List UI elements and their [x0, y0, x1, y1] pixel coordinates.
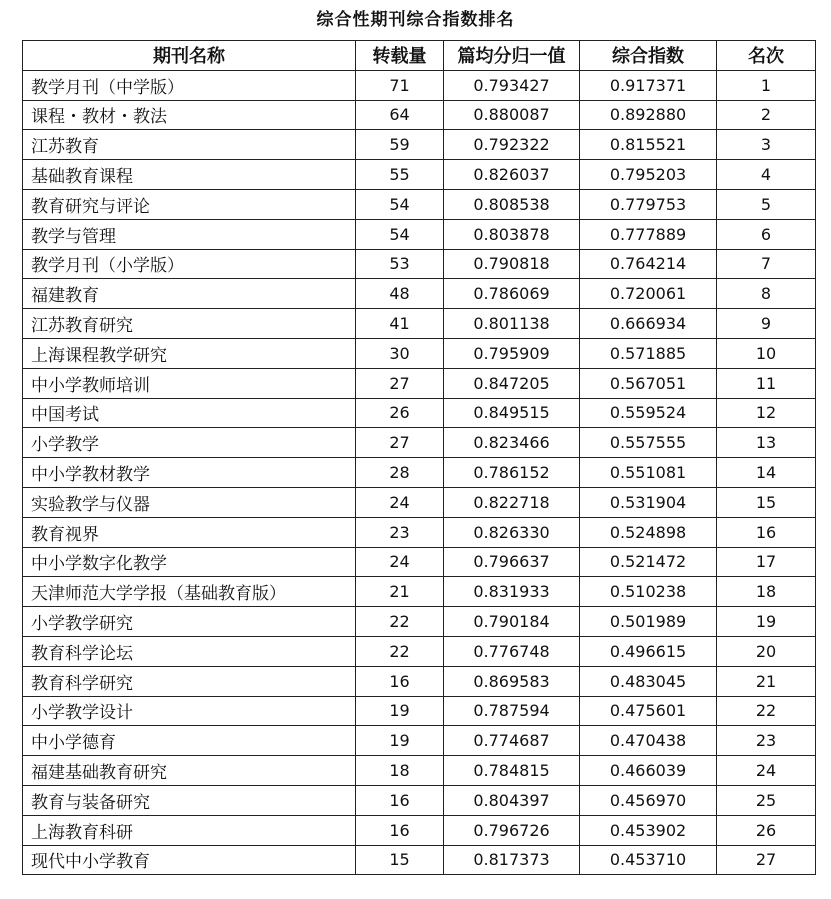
rank-cell: 9 [717, 309, 816, 339]
table-row [23, 309, 816, 339]
composite-index-cell: 0.764214 [580, 249, 717, 279]
rank-cell: 24 [717, 756, 816, 786]
reprint-count-cell: 71 [356, 70, 444, 100]
composite-index-cell: 0.531904 [580, 487, 717, 517]
header-reprint-count: 转载量 [356, 41, 444, 71]
composite-index-cell: 0.892880 [580, 100, 717, 130]
table-row [23, 219, 816, 249]
composite-index-cell: 0.456970 [580, 785, 717, 815]
journal-name-cell: 教育研究与评论 [23, 189, 356, 219]
composite-index-cell: 0.720061 [580, 279, 717, 309]
normalized-average-cell: 0.880087 [444, 100, 580, 130]
journal-name-cell: 中小学数字化教学 [23, 547, 356, 577]
reprint-count-cell: 16 [356, 785, 444, 815]
rank-cell: 20 [717, 636, 816, 666]
normalized-average-cell: 0.831933 [444, 577, 580, 607]
table-row [23, 70, 816, 100]
normalized-average-cell: 0.826037 [444, 160, 580, 190]
journal-name-cell: 教育科学论坛 [23, 636, 356, 666]
composite-index-cell: 0.510238 [580, 577, 717, 607]
table-row [23, 756, 816, 786]
composite-index-cell: 0.777889 [580, 219, 717, 249]
table-row [23, 249, 816, 279]
rank-cell: 15 [717, 487, 816, 517]
table-row [23, 785, 816, 815]
reprint-count-cell: 26 [356, 398, 444, 428]
normalized-average-cell: 0.787594 [444, 696, 580, 726]
rank-cell: 3 [717, 130, 816, 160]
reprint-count-cell: 22 [356, 607, 444, 637]
page-title: 综合性期刊综合指数排名 [316, 10, 515, 30]
reprint-count-cell: 27 [356, 368, 444, 398]
table-row [23, 666, 816, 696]
normalized-average-cell: 0.803878 [444, 219, 580, 249]
table-row [23, 368, 816, 398]
table-row [23, 398, 816, 428]
journal-name-cell: 小学教学设计 [23, 696, 356, 726]
rank-cell: 2 [717, 100, 816, 130]
normalized-average-cell: 0.804397 [444, 785, 580, 815]
reprint-count-cell: 19 [356, 696, 444, 726]
journal-name-cell: 上海教育科研 [23, 815, 356, 845]
composite-index-cell: 0.475601 [580, 696, 717, 726]
normalized-average-cell: 0.784815 [444, 756, 580, 786]
rank-cell: 27 [717, 845, 816, 875]
rank-cell: 17 [717, 547, 816, 577]
rank-cell: 12 [717, 398, 816, 428]
reprint-count-cell: 27 [356, 428, 444, 458]
composite-index-cell: 0.551081 [580, 458, 717, 488]
normalized-average-cell: 0.774687 [444, 726, 580, 756]
table-row [23, 607, 816, 637]
reprint-count-cell: 55 [356, 160, 444, 190]
normalized-average-cell: 0.796726 [444, 815, 580, 845]
rank-cell: 11 [717, 368, 816, 398]
journal-name-cell: 基础教育课程 [23, 160, 356, 190]
table-row [23, 279, 816, 309]
rank-cell: 7 [717, 249, 816, 279]
rank-cell: 18 [717, 577, 816, 607]
composite-index-cell: 0.815521 [580, 130, 717, 160]
normalized-average-cell: 0.793427 [444, 70, 580, 100]
journal-name-cell: 上海课程教学研究 [23, 338, 356, 368]
reprint-count-cell: 19 [356, 726, 444, 756]
reprint-count-cell: 59 [356, 130, 444, 160]
reprint-count-cell: 53 [356, 249, 444, 279]
journal-name-cell: 现代中小学教育 [23, 845, 356, 875]
table-row [23, 338, 816, 368]
composite-index-cell: 0.453710 [580, 845, 717, 875]
reprint-count-cell: 54 [356, 219, 444, 249]
reprint-count-cell: 64 [356, 100, 444, 130]
normalized-average-cell: 0.801138 [444, 309, 580, 339]
composite-index-cell: 0.779753 [580, 189, 717, 219]
rank-cell: 1 [717, 70, 816, 100]
composite-index-cell: 0.470438 [580, 726, 717, 756]
rank-cell: 19 [717, 607, 816, 637]
reprint-count-cell: 30 [356, 338, 444, 368]
normalized-average-cell: 0.786069 [444, 279, 580, 309]
reprint-count-cell: 22 [356, 636, 444, 666]
rank-cell: 13 [717, 428, 816, 458]
header-normalized-average: 篇均分归一值 [444, 41, 580, 71]
rank-cell: 25 [717, 785, 816, 815]
journal-name-cell: 小学教学 [23, 428, 356, 458]
header-composite-index: 综合指数 [580, 41, 717, 71]
rank-cell: 22 [717, 696, 816, 726]
rank-cell: 23 [717, 726, 816, 756]
reprint-count-cell: 54 [356, 189, 444, 219]
journal-name-cell: 福建教育 [23, 279, 356, 309]
journal-name-cell: 课程・教材・教法 [23, 100, 356, 130]
journal-name-cell: 实验教学与仪器 [23, 487, 356, 517]
normalized-average-cell: 0.776748 [444, 636, 580, 666]
reprint-count-cell: 15 [356, 845, 444, 875]
table-header-row [23, 41, 816, 71]
rank-cell: 5 [717, 189, 816, 219]
rank-cell: 8 [717, 279, 816, 309]
journal-name-cell: 小学教学研究 [23, 607, 356, 637]
table-row [23, 130, 816, 160]
table-row [23, 487, 816, 517]
header-rank: 名次 [717, 41, 816, 71]
composite-index-cell: 0.501989 [580, 607, 717, 637]
normalized-average-cell: 0.786152 [444, 458, 580, 488]
journal-name-cell: 中小学教师培训 [23, 368, 356, 398]
reprint-count-cell: 23 [356, 517, 444, 547]
reprint-count-cell: 16 [356, 815, 444, 845]
table-row [23, 636, 816, 666]
composite-index-cell: 0.453902 [580, 815, 717, 845]
rank-cell: 14 [717, 458, 816, 488]
normalized-average-cell: 0.808538 [444, 189, 580, 219]
table-row [23, 577, 816, 607]
journal-name-cell: 教育科学研究 [23, 666, 356, 696]
table-row [23, 458, 816, 488]
composite-index-cell: 0.466039 [580, 756, 717, 786]
journal-name-cell: 江苏教育研究 [23, 309, 356, 339]
rank-cell: 26 [717, 815, 816, 845]
table-row [23, 815, 816, 845]
table-row [23, 517, 816, 547]
normalized-average-cell: 0.790184 [444, 607, 580, 637]
normalized-average-cell: 0.795909 [444, 338, 580, 368]
composite-index-cell: 0.524898 [580, 517, 717, 547]
table-row [23, 100, 816, 130]
table-row [23, 726, 816, 756]
normalized-average-cell: 0.823466 [444, 428, 580, 458]
normalized-average-cell: 0.796637 [444, 547, 580, 577]
normalized-average-cell: 0.817373 [444, 845, 580, 875]
journal-name-cell: 教育视界 [23, 517, 356, 547]
table-row [23, 189, 816, 219]
table-row [23, 696, 816, 726]
rank-cell: 10 [717, 338, 816, 368]
composite-index-cell: 0.496615 [580, 636, 717, 666]
journal-name-cell: 中国考试 [23, 398, 356, 428]
composite-index-cell: 0.567051 [580, 368, 717, 398]
composite-index-cell: 0.559524 [580, 398, 717, 428]
rank-cell: 6 [717, 219, 816, 249]
journal-name-cell: 中小学德育 [23, 726, 356, 756]
normalized-average-cell: 0.822718 [444, 487, 580, 517]
header-journal-name: 期刊名称 [23, 41, 356, 71]
table-row [23, 428, 816, 458]
reprint-count-cell: 24 [356, 487, 444, 517]
reprint-count-cell: 24 [356, 547, 444, 577]
table-row [23, 845, 816, 875]
journal-name-cell: 教育与装备研究 [23, 785, 356, 815]
normalized-average-cell: 0.826330 [444, 517, 580, 547]
journal-name-cell: 教学月刊（小学版） [23, 249, 356, 279]
rank-cell: 16 [717, 517, 816, 547]
reprint-count-cell: 41 [356, 309, 444, 339]
reprint-count-cell: 18 [356, 756, 444, 786]
journal-name-cell: 中小学教材教学 [23, 458, 356, 488]
normalized-average-cell: 0.792322 [444, 130, 580, 160]
reprint-count-cell: 48 [356, 279, 444, 309]
journal-name-cell: 福建基础教育研究 [23, 756, 356, 786]
rank-cell: 21 [717, 666, 816, 696]
normalized-average-cell: 0.790818 [444, 249, 580, 279]
reprint-count-cell: 16 [356, 666, 444, 696]
table-body [23, 70, 816, 875]
table-row [23, 547, 816, 577]
normalized-average-cell: 0.849515 [444, 398, 580, 428]
journal-name-cell: 江苏教育 [23, 130, 356, 160]
journal-name-cell: 教学与管理 [23, 219, 356, 249]
composite-index-cell: 0.557555 [580, 428, 717, 458]
composite-index-cell: 0.917371 [580, 70, 717, 100]
rank-cell: 4 [717, 160, 816, 190]
journal-name-cell: 教学月刊（中学版） [23, 70, 356, 100]
composite-index-cell: 0.571885 [580, 338, 717, 368]
reprint-count-cell: 28 [356, 458, 444, 488]
composite-index-cell: 0.521472 [580, 547, 717, 577]
table-row [23, 160, 816, 190]
normalized-average-cell: 0.847205 [444, 368, 580, 398]
normalized-average-cell: 0.869583 [444, 666, 580, 696]
ranking-table [22, 40, 816, 875]
composite-index-cell: 0.795203 [580, 160, 717, 190]
composite-index-cell: 0.666934 [580, 309, 717, 339]
reprint-count-cell: 21 [356, 577, 444, 607]
journal-name-cell: 天津师范大学学报（基础教育版） [23, 577, 356, 607]
composite-index-cell: 0.483045 [580, 666, 717, 696]
